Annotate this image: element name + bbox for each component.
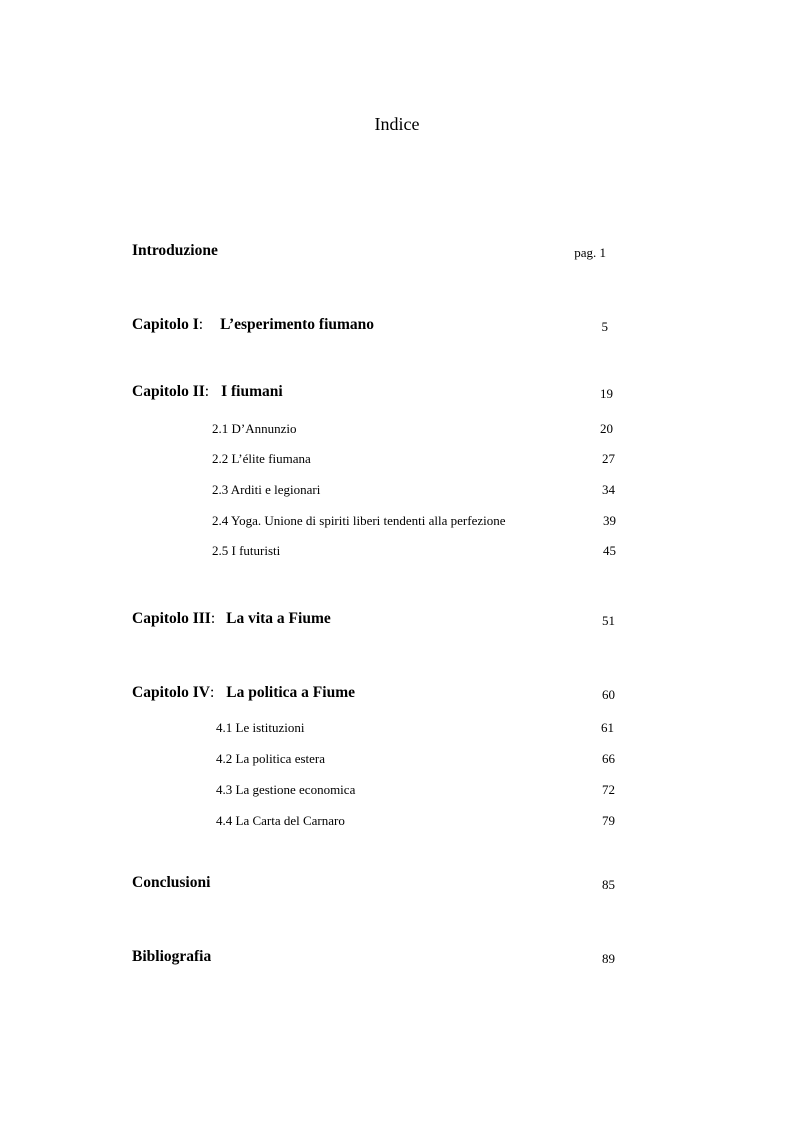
toc-subentry-2-4[interactable]: 2.4 Yoga. Unione di spiriti liberi tendenti alla perfezione	[212, 513, 506, 528]
chapter-separator: :	[209, 684, 215, 701]
toc-page-number: 66	[602, 751, 615, 766]
toc-entry-label: Introduzione	[132, 242, 218, 259]
chapter-number: Capitolo IV	[132, 684, 210, 701]
toc-subentry-4-2[interactable]: 4.2 La politica estera	[216, 751, 326, 766]
toc-page-number: 61	[601, 720, 614, 735]
chapter-separator: :	[210, 610, 216, 627]
toc-page-number: 39	[603, 513, 616, 528]
page-title: Indice	[374, 114, 420, 134]
toc-entry-capitolo-1[interactable]	[132, 316, 374, 334]
toc-entry-conclusioni[interactable]	[132, 874, 210, 892]
toc-page-number: 27	[602, 451, 615, 466]
toc-page-number: 51	[602, 613, 615, 628]
chapter-number: Capitolo II	[132, 383, 205, 400]
toc-entry-introduzione[interactable]	[132, 242, 218, 260]
chapter-number: Capitolo I	[132, 316, 199, 333]
toc-page-number: 89	[602, 951, 615, 966]
toc-subentry-4-4[interactable]: 4.4 La Carta del Carnaro	[216, 813, 345, 828]
toc-entry-capitolo-4[interactable]	[132, 684, 355, 702]
toc-page-number: 72	[602, 782, 615, 797]
chapter-number: Capitolo III	[132, 610, 211, 627]
toc-page-number: 20	[600, 421, 613, 436]
toc-page-number: pag. 1	[574, 245, 606, 260]
toc-page-number: 19	[600, 386, 613, 401]
toc-entry-bibliografia[interactable]	[132, 948, 211, 966]
toc-entry-capitolo-2[interactable]	[132, 383, 283, 401]
chapter-title: I fiumani	[221, 383, 283, 400]
toc-page-number: 79	[602, 813, 615, 828]
toc-page-number: 60	[602, 687, 615, 702]
toc-page-number: 5	[601, 319, 608, 334]
toc-subentry-2-2[interactable]: 2.2 L’élite fiumana	[212, 451, 311, 466]
toc-subentry-2-3[interactable]: 2.3 Arditi e legionari	[212, 482, 321, 497]
toc-subentry-4-1[interactable]: 4.1 Le istituzioni	[216, 720, 305, 735]
chapter-title: L’esperimento fiumano	[220, 316, 375, 333]
chapter-title: La vita a Fiume	[226, 610, 331, 627]
toc-subentry-2-1[interactable]: 2.1 D’Annunzio	[212, 421, 297, 436]
toc-page-number: 85	[602, 877, 615, 892]
toc-entry-capitolo-3[interactable]	[132, 610, 331, 628]
chapter-title: La politica a Fiume	[226, 684, 355, 701]
toc-entry-label: Conclusioni	[132, 874, 211, 891]
toc-page-number: 45	[603, 543, 616, 558]
chapter-separator: :	[198, 316, 204, 333]
toc-subentry-4-3[interactable]: 4.3 La gestione economica	[216, 782, 356, 797]
toc-entry-label: Bibliografia	[132, 948, 212, 965]
chapter-separator: :	[204, 383, 210, 400]
toc-page-number: 34	[602, 482, 615, 497]
toc-subentry-2-5[interactable]: 2.5 I futuristi	[212, 543, 281, 558]
